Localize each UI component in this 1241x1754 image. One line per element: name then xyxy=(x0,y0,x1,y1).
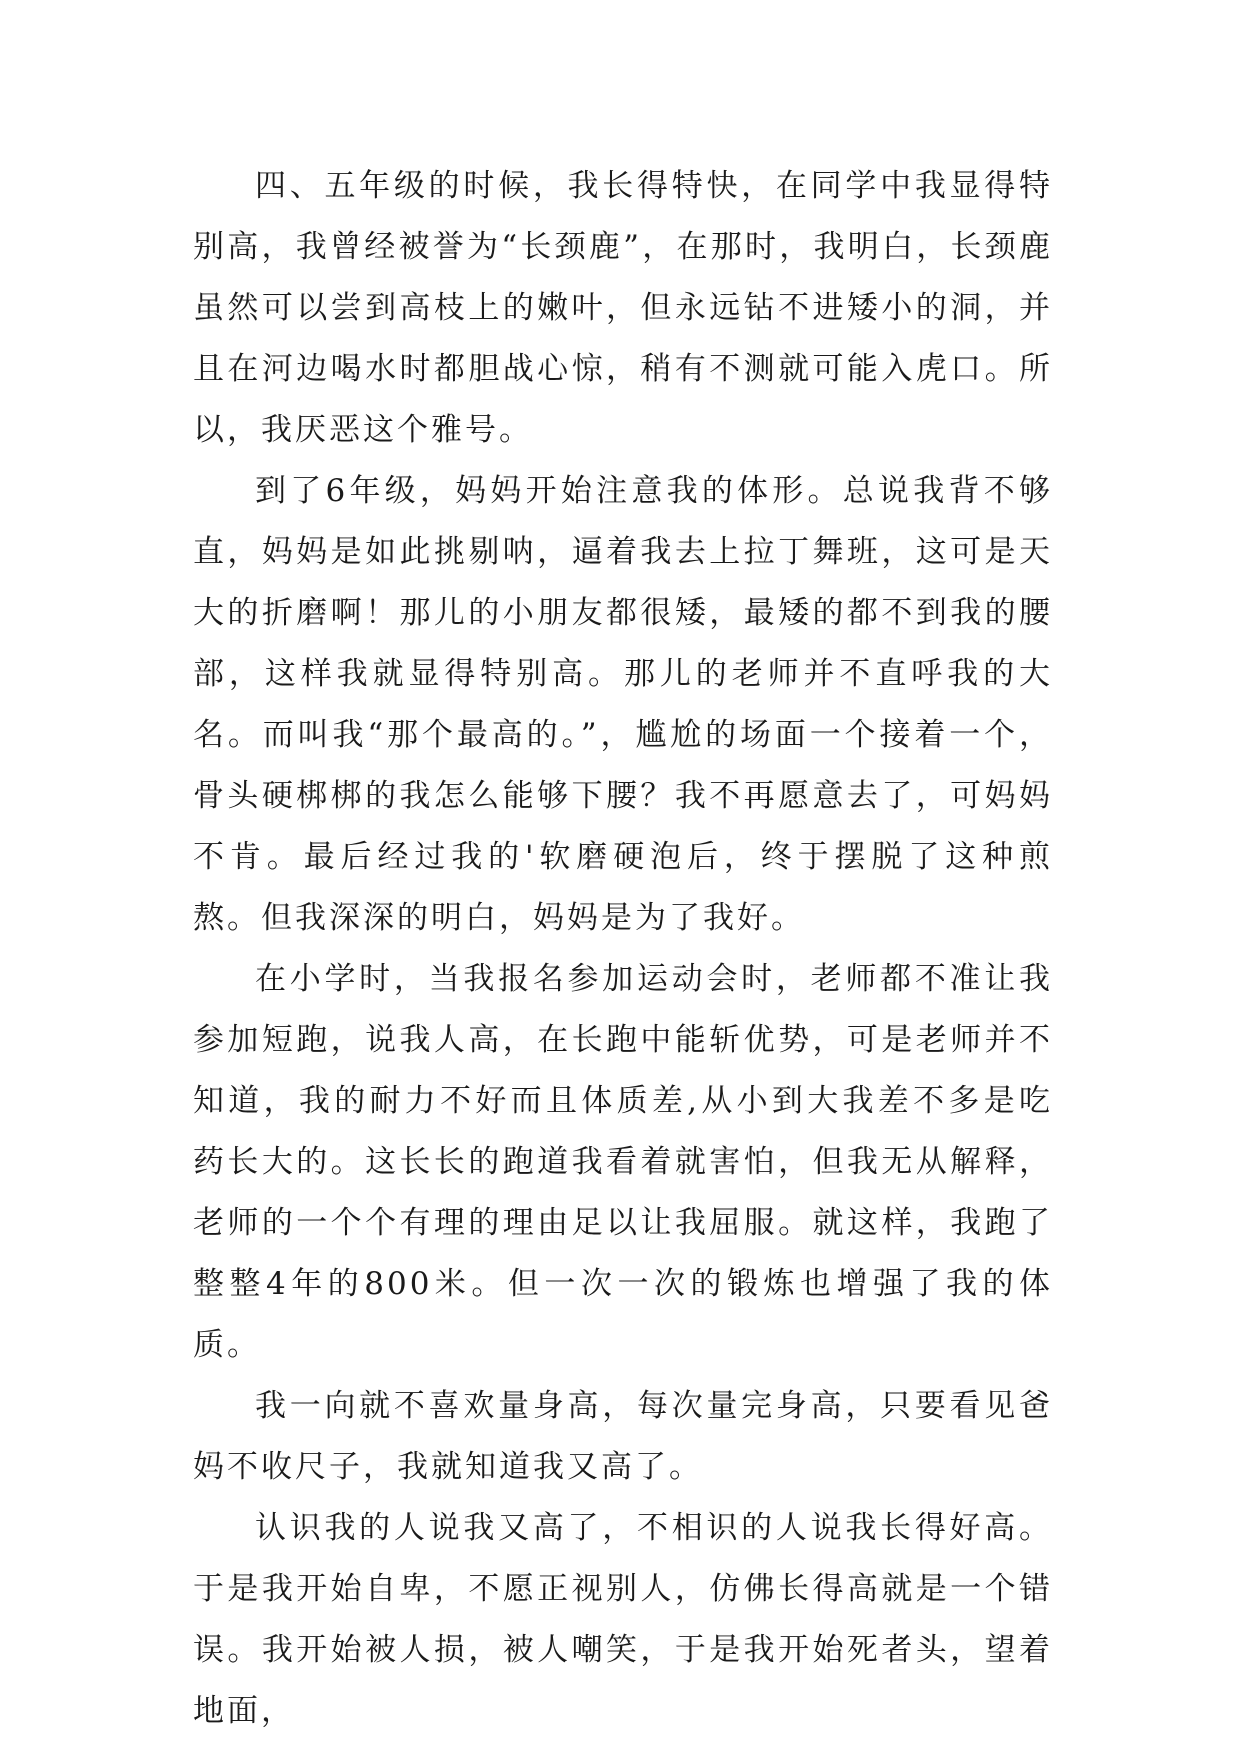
paragraph-2: 到了6年级，妈妈开始注意我的体形。总说我背不够直，妈妈是如此挑剔呐，逼着我去上拉丁舞班，这可是天大的折磨啊！那儿的小朋友都很矮，最矮的都不到我的腰部，这样我就显得特别高。那儿的老师并不直呼我的大名。而叫我“那个最高的。”，尴尬的场面一个接着一个，骨头硬梆梆的我怎么能够下腰？我不再愿意去了，可妈妈不肯。最后经过我的'软磨硬泡后，终于摆脱了这种煎熬。但我深深的明白，妈妈是为了我好。 xyxy=(193,473,1053,936)
paragraph-5: 认识我的人说我又高了，不相识的人说我长得好高。于是我开始自卑，不愿正视别人，仿佛长得高就是一个错误。我开始被人损，被人嘲笑，于是我开始死者头，望着地面， xyxy=(193,1510,1053,1729)
paragraph-4: 我一向就不喜欢量身高，每次量完身高，只要看见爸妈不收尺子，我就知道我又高了。 xyxy=(193,1388,1053,1485)
paragraph-1: 四、五年级的时候，我长得特快，在同学中我显得特别高，我曾经被誉为“长颈鹿”，在那时，我明白，长颈鹿虽然可以尝到高枝上的嫩叶，但永远钻不进矮小的洞，并且在河边喝水时都胆战心惊，稍有不测就可能入虎口。所以，我厌恶这个雅号。 xyxy=(193,168,1053,448)
paragraph-3: 在小学时，当我报名参加运动会时，老师都不准让我参加短跑，说我人高，在长跑中能斩优势，可是老师并不知道，我的耐力不好而且体质差,从小到大我差不多是吃药长大的。这长长的跑道我看着就害怕，但我无从解释，老师的一个个有理的理由足以让我屈服。就这样，我跑了整整4年的800米。但一次一次的锻炼也增强了我的体质。 xyxy=(193,961,1053,1363)
document-body xyxy=(193,156,1053,1742)
